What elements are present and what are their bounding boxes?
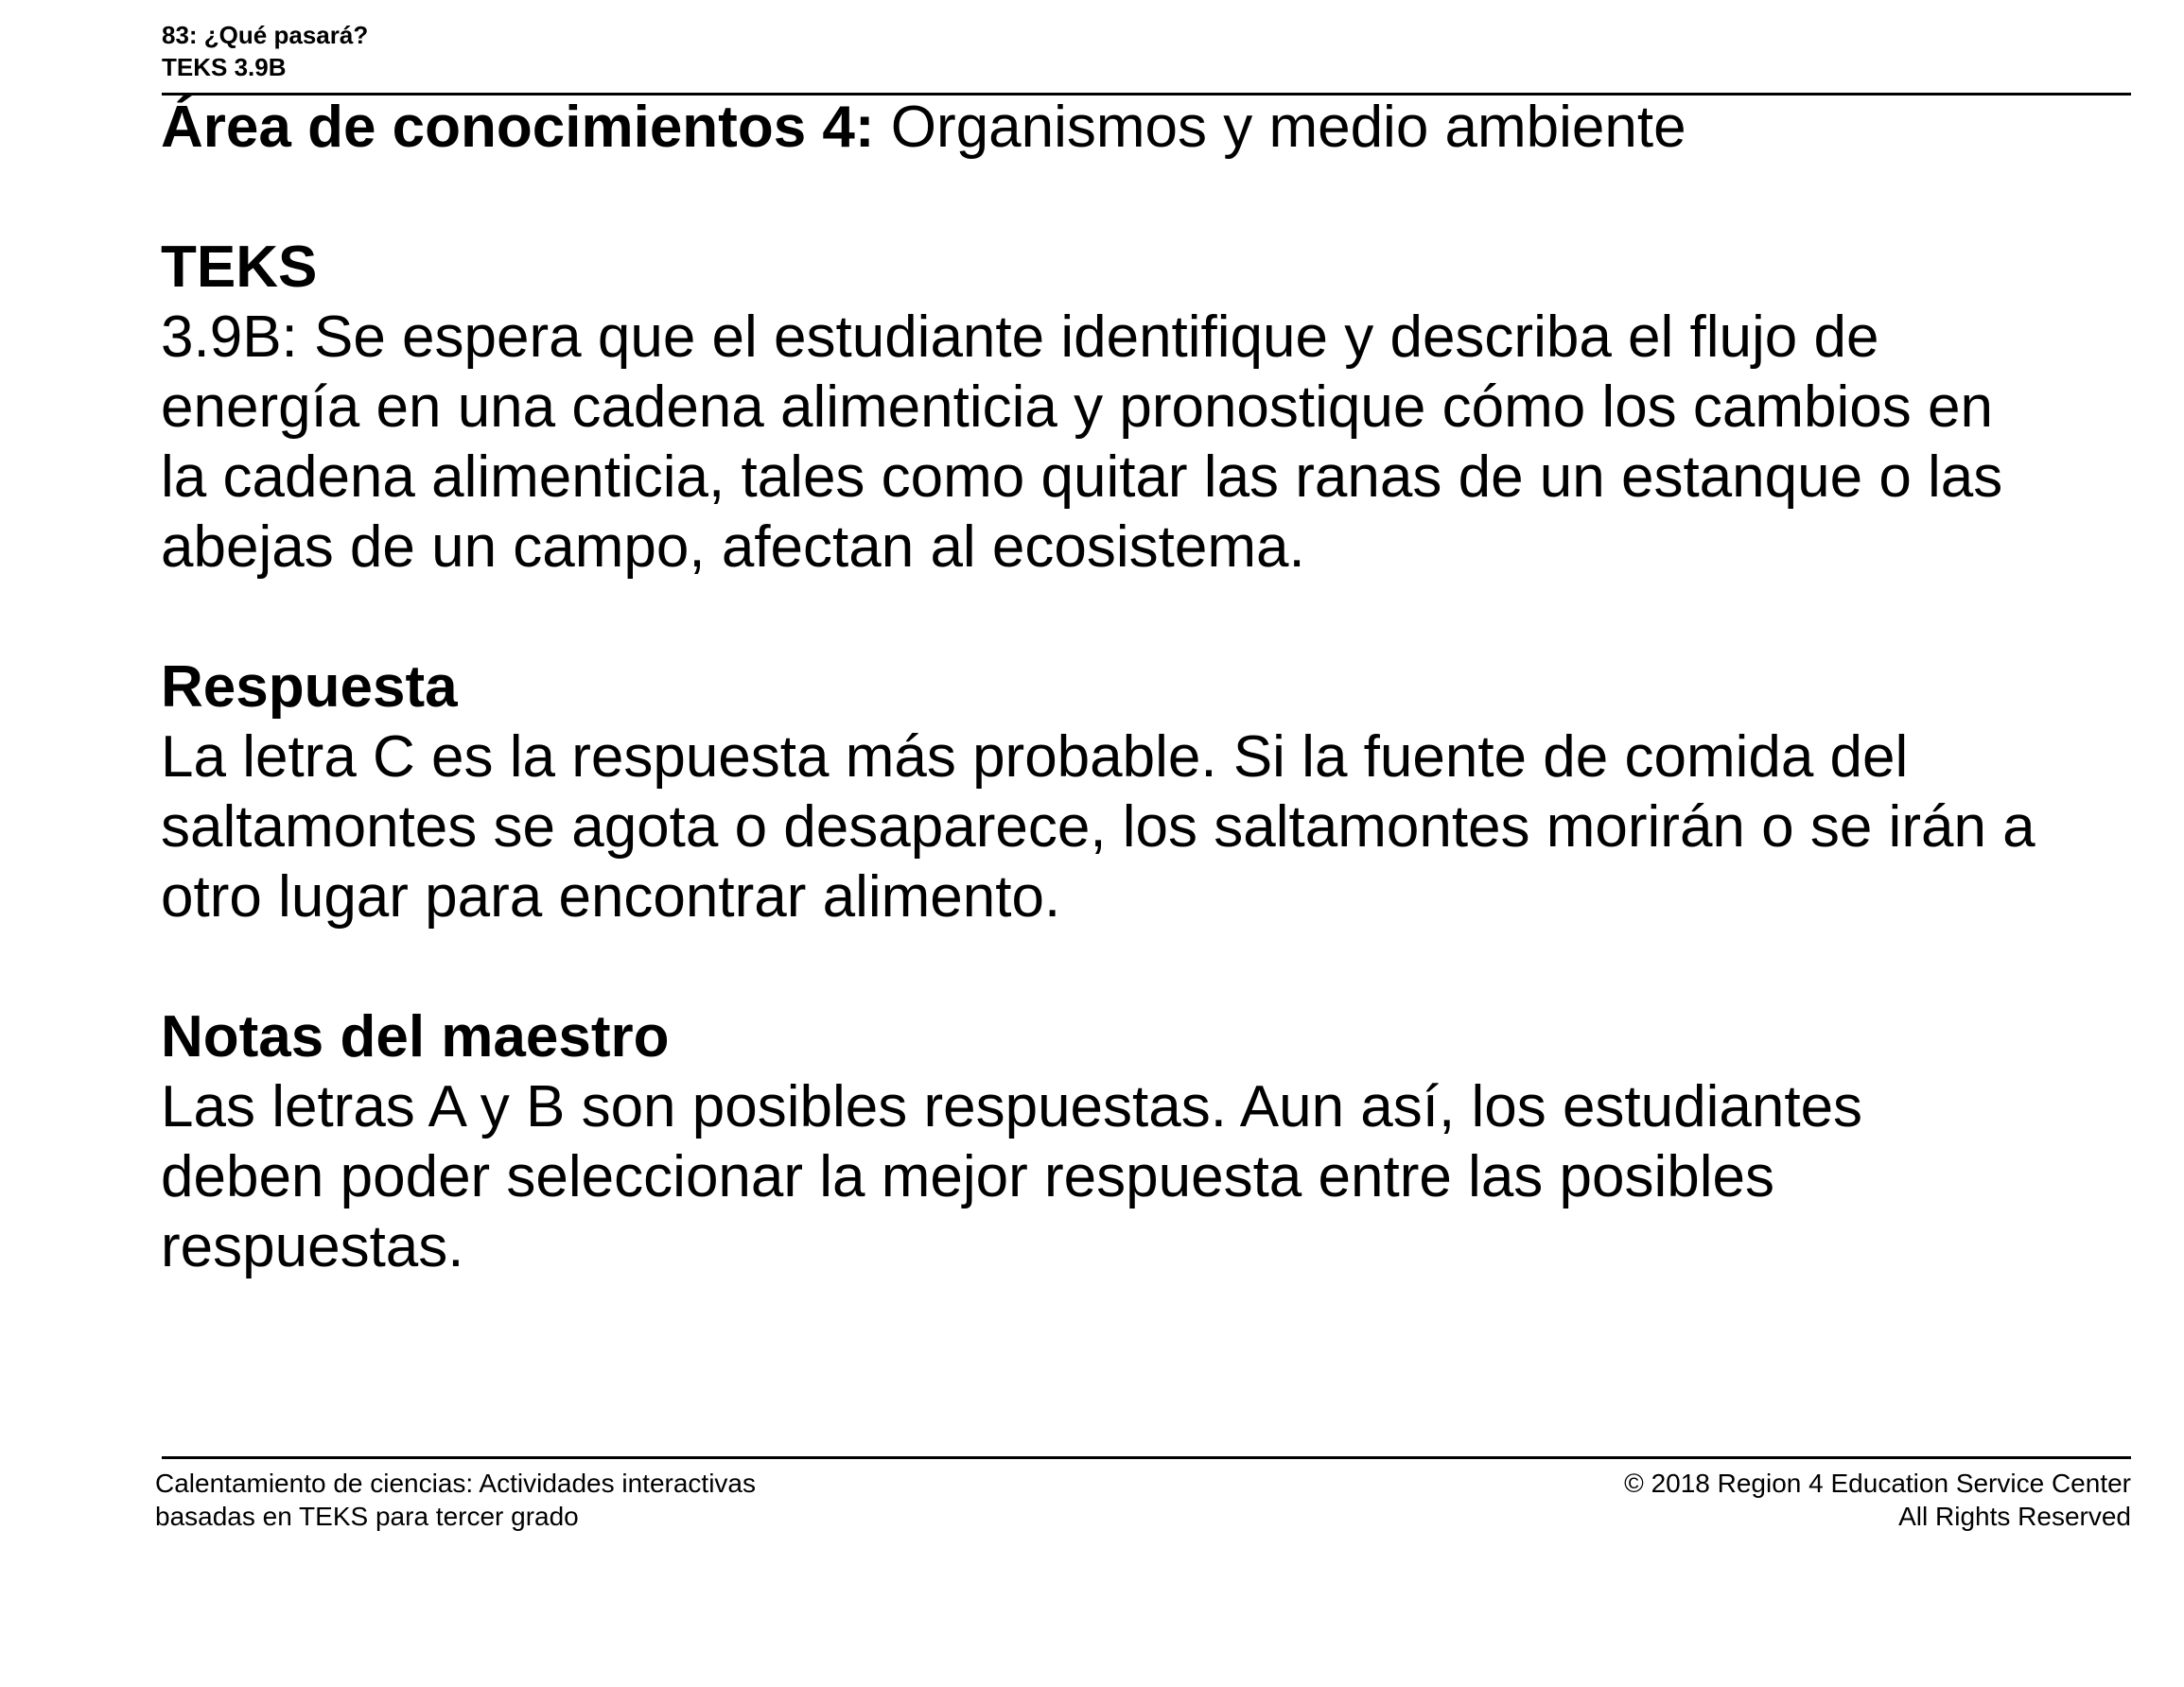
teks-heading: TEKS	[161, 235, 318, 300]
footer-left-line: Calentamiento de ciencias: Actividades interactivas	[155, 1469, 757, 1498]
teks-body	[161, 303, 2138, 583]
notas-heading: Notas del maestro	[161, 1004, 670, 1070]
page-header-teks: TEKS 3.9B	[162, 53, 287, 81]
teks-line: 3.9B: Se espera que el estudiante identifique y describa el flujo de	[161, 304, 1879, 370]
respuesta-line: otro lugar para encontrar alimento.	[161, 864, 1061, 930]
footer-book-title	[155, 1467, 756, 1533]
page-header-title: 83: ¿Qué pasará?	[162, 21, 369, 49]
notas-line: respuestas.	[161, 1214, 464, 1279]
notas-line: deben poder seleccionar la mejor respuesta entre las posibles	[161, 1144, 1774, 1209]
area-title	[161, 93, 2138, 163]
respuesta-line: La letra C es la respuesta más probable. Si la fuente de comida del	[161, 724, 1909, 790]
notas-section	[161, 1002, 2138, 1282]
footer-right-line: All Rights Reserved	[1898, 1502, 2131, 1531]
teks-line: abejas de un campo, afectan al ecosistema.	[161, 514, 1305, 580]
notas-body	[161, 1072, 2138, 1282]
teks-section	[161, 233, 2138, 583]
footer-divider	[162, 1456, 2131, 1459]
respuesta-line: saltamontes se agota o desaparece, los saltamontes morirán o se irán a	[161, 794, 2035, 860]
teks-line: energía en una cadena alimenticia y pronostique cómo los cambios en	[161, 374, 1993, 440]
respuesta-body	[161, 722, 2138, 932]
notas-line: Las letras A y B son posibles respuestas. Aun así, los estudiantes	[161, 1074, 1863, 1139]
area-name: Organismos y medio ambiente	[890, 95, 1686, 160]
footer-left-line: basadas en TEKS para tercer grado	[155, 1502, 579, 1531]
respuesta-heading: Respuesta	[161, 654, 458, 720]
area-label: Área de conocimientos 4:	[161, 95, 875, 160]
footer-right-line: © 2018 Region 4 Education Service Center	[1624, 1469, 2131, 1498]
respuesta-section	[161, 652, 2138, 932]
main-content	[161, 93, 2138, 1282]
teks-line: la cadena alimenticia, tales como quitar las ranas de un estanque o las	[161, 444, 2003, 510]
footer-copyright	[1624, 1467, 2131, 1533]
